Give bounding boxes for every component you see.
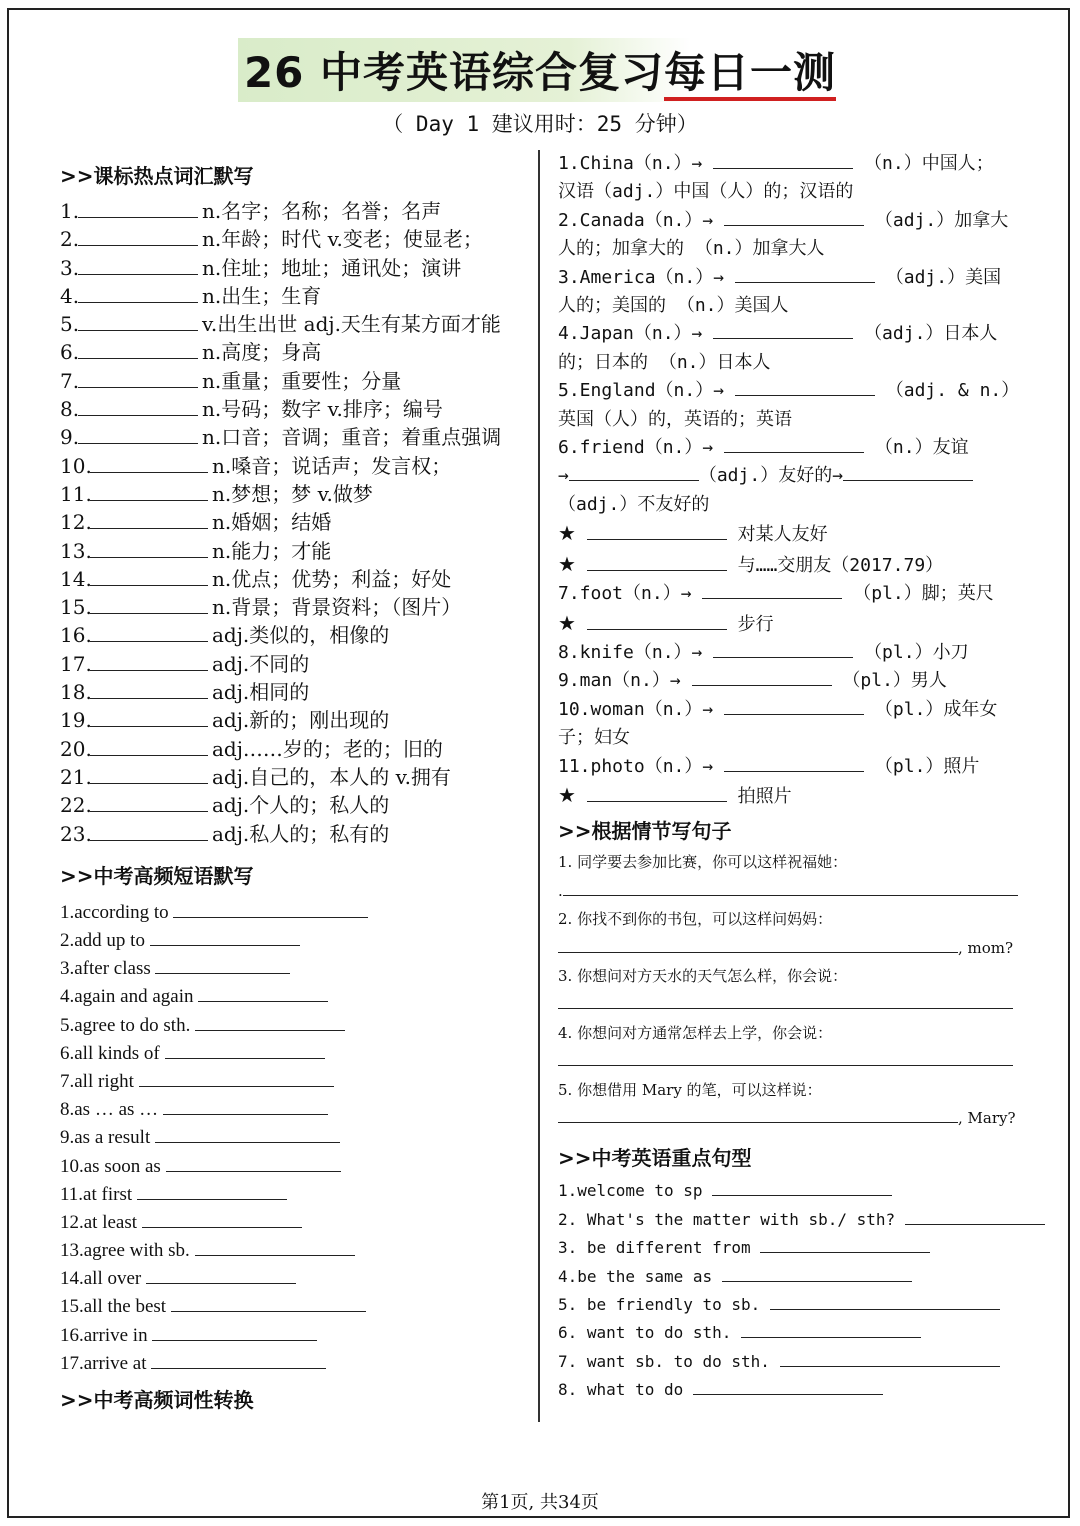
phrase-text: 16.arrive in — [60, 1324, 148, 1346]
star-icon: ★ — [558, 610, 576, 635]
vocab-row — [60, 195, 530, 223]
conversion-word: 3.America（n.）→ — [558, 266, 725, 288]
vocab-answer-blank[interactable] — [90, 735, 208, 756]
conversion-row — [558, 150, 1058, 178]
conversion-word: 10.woman（n.）→ — [558, 698, 714, 720]
vocab-number: 16. — [60, 623, 92, 648]
star-icon: ★ — [558, 521, 576, 546]
vocab-row — [60, 336, 530, 364]
conversion-answer-blank[interactable] — [587, 521, 727, 540]
phrase-answer-blank[interactable] — [198, 983, 328, 1002]
conversion-meaning: （adj.）加拿大 — [874, 209, 1009, 231]
worksheet-subtitle: （ Day 1 建议用时：25 分钟） — [382, 112, 698, 136]
key-pattern-row — [558, 1376, 1058, 1404]
vocab-row — [60, 818, 530, 846]
vocab-definition: n.口音；音调；重音；着重点强调 — [202, 425, 502, 450]
conversion-row — [558, 320, 1058, 348]
conversion-meaning: （adj. & n.） — [885, 380, 1020, 402]
conversion-row — [558, 781, 1058, 811]
vocab-number: 20. — [60, 736, 92, 761]
conversion-text: 子；妇女 — [558, 727, 630, 749]
sentence-answer-row — [558, 877, 1058, 905]
conversion-row — [558, 550, 1058, 580]
vocab-row — [60, 393, 530, 421]
phrase-row — [60, 1181, 530, 1209]
conversion-text: 的；日本的 （n.）日本人 — [558, 351, 771, 373]
sentence-tail: , mom? — [958, 938, 1014, 957]
conversion-text: （adj.）不友好的 — [558, 493, 710, 515]
conversion-row — [558, 519, 1058, 549]
conversion-row — [558, 406, 1058, 434]
key-pattern-blank[interactable] — [760, 1236, 930, 1253]
vocab-definition: n.年龄；时代 v.变老；使显老； — [202, 227, 483, 252]
sentence-answer-row — [558, 990, 1058, 1018]
key-pattern-row — [558, 1291, 1058, 1319]
vocab-row — [60, 733, 530, 761]
key-pattern-blank[interactable] — [722, 1265, 912, 1282]
vocab-definition: adj……岁的；老的；旧的 — [212, 736, 443, 761]
conversion-heading: >>中考高频词性转换 — [60, 1388, 254, 1413]
vocab-answer-blank[interactable] — [78, 310, 198, 331]
vocab-row — [60, 761, 530, 789]
vocab-definition: n.嗓音；说话声；发言权； — [212, 453, 452, 478]
vocab-row — [60, 535, 530, 563]
conversion-answer-blank[interactable] — [702, 580, 842, 599]
conversion-list — [558, 150, 1058, 811]
phrase-row — [60, 1096, 530, 1124]
phrase-row — [60, 1293, 530, 1321]
conversion-meaning: （pl.）脚；英尺 — [853, 583, 994, 605]
conversion-row — [558, 292, 1058, 320]
arrow-text: → — [558, 465, 569, 487]
vocab-number: 13. — [60, 538, 92, 563]
conversion-row — [558, 178, 1058, 206]
sentence-list — [558, 848, 1058, 1132]
conversion-answer-blank[interactable] — [735, 264, 875, 283]
vocab-number: 11. — [60, 481, 92, 506]
key-pattern-row — [558, 1177, 1058, 1205]
conversion-row — [558, 235, 1058, 263]
vocab-definition: adj.个人的；私人的 — [212, 793, 390, 818]
conversion-text: 人的；加拿大的 （n.）加拿大人 — [558, 238, 825, 260]
vocab-number: 6. — [60, 340, 80, 365]
sentence-heading: >>根据情节写句子 — [558, 819, 732, 844]
phrase-answer-blank[interactable] — [137, 1181, 287, 1200]
conversion-answer-blank[interactable] — [724, 696, 864, 715]
phrase-text: 10.as soon as — [60, 1155, 161, 1177]
phrase-row — [60, 1350, 530, 1378]
vocab-answer-blank[interactable] — [78, 254, 198, 275]
vocab-definition: n.住址；地址；通讯处；演讲 — [202, 255, 462, 280]
conversion-word: 1.China（n.）→ — [558, 153, 703, 174]
conversion-meaning: 与……交朋友（2017.79） — [737, 554, 944, 576]
vocab-number: 3. — [60, 255, 80, 280]
key-pattern-blank[interactable] — [712, 1179, 892, 1196]
vocab-row — [60, 252, 530, 280]
phrase-text: 5.agree to do sth. — [60, 1014, 191, 1036]
phrase-row — [60, 1265, 530, 1293]
conversion-text: 英国（人）的，英语的；英语 — [558, 408, 792, 430]
sentence-question: 1. 同学要去参加比赛，你可以这样祝福她： — [558, 853, 848, 872]
vocab-number: 1. — [60, 199, 80, 223]
phrase-row — [60, 1209, 530, 1237]
conversion-row — [558, 462, 1058, 490]
phrase-text: 4.again and again — [60, 986, 194, 1008]
phrase-row — [60, 899, 530, 927]
vocab-definition: n.婚姻；结婚 — [212, 510, 332, 535]
conversion-row — [558, 753, 1058, 781]
conversion-word: 7.foot（n.）→ — [558, 583, 692, 605]
vocab-number: 19. — [60, 708, 92, 733]
vocab-row — [60, 280, 530, 308]
phrase-row — [60, 1322, 530, 1350]
phrase-row — [60, 1153, 530, 1181]
conversion-answer-blank[interactable] — [843, 462, 973, 481]
vocab-row — [60, 704, 530, 732]
phrase-answer-blank[interactable] — [142, 1209, 302, 1228]
title-underlined: 每日一测 — [664, 48, 836, 101]
vocab-row — [60, 619, 530, 647]
conversion-text: 人的；美国的 （n.）美国人 — [558, 295, 789, 317]
sentence-answer-line[interactable] — [558, 1104, 958, 1123]
vocab-definition: n.能力；才能 — [212, 538, 332, 563]
sentence-question: 2. 你找不到你的书包，可以这样问妈妈： — [558, 910, 833, 929]
sentence-lead: . — [558, 881, 563, 900]
vocab-definition: n.梦想；梦 v.做梦 — [212, 481, 373, 506]
vocab-answer-blank[interactable] — [90, 508, 208, 529]
key-pattern-blank[interactable] — [741, 1321, 921, 1338]
phrase-row — [60, 927, 530, 955]
phrase-answer-blank[interactable] — [195, 1237, 355, 1256]
phrase-answer-blank[interactable] — [150, 927, 300, 946]
key-pattern-text: 3. be different from — [558, 1238, 751, 1258]
vocab-row — [60, 478, 530, 506]
conversion-word: 9.man（n.）→ — [558, 670, 681, 692]
phrase-row — [60, 1040, 530, 1068]
phrase-answer-blank[interactable] — [151, 1350, 326, 1369]
vocab-row — [60, 421, 530, 449]
vocab-answer-blank[interactable] — [90, 791, 208, 812]
key-pattern-text: 7. want sb. to do sth. — [558, 1351, 770, 1371]
sentence-answer-row — [558, 1104, 1058, 1132]
worksheet-title — [0, 38, 1080, 102]
page-footer: 第1页, 共34页 — [481, 1492, 599, 1513]
conversion-answer-blank[interactable] — [724, 434, 864, 453]
conversion-word: 11.photo（n.）→ — [558, 755, 714, 777]
vocab-heading: >>课标热点词汇默写 — [60, 164, 254, 188]
conversion-word: 4.Japan（n.）→ — [558, 323, 703, 345]
conversion-meaning: （pl.）照片 — [874, 755, 980, 777]
phrase-answer-blank[interactable] — [155, 955, 290, 974]
conversion-meaning: （n.）友谊 — [874, 437, 969, 459]
vocab-definition: adj.新的；刚出现的 — [212, 708, 390, 733]
column-divider — [538, 150, 540, 1422]
conversion-answer-blank[interactable] — [587, 552, 727, 571]
vocab-answer-blank[interactable] — [78, 338, 198, 359]
vocab-number: 9. — [60, 425, 80, 450]
conversion-meaning: （adj.）美国 — [885, 266, 1002, 288]
vocab-answer-blank[interactable] — [90, 480, 208, 501]
vocab-row — [60, 223, 530, 251]
vocab-definition: adj.私人的；私有的 — [212, 821, 390, 846]
phrase-answer-blank[interactable] — [155, 1124, 340, 1143]
vocab-definition: n.名字；名称；名誉；名声 — [202, 199, 442, 223]
phrase-text: 6.all kinds of — [60, 1042, 160, 1064]
phrase-answer-blank[interactable] — [171, 1293, 366, 1312]
phrase-list — [60, 899, 530, 1378]
vocab-list — [60, 195, 530, 846]
key-pattern-text: 8. what to do — [558, 1380, 684, 1400]
key-pattern-blank[interactable] — [770, 1293, 1000, 1310]
key-pattern-text: 6. want to do sth. — [558, 1323, 732, 1343]
key-pattern-text: 1.welcome to sp — [558, 1181, 703, 1201]
sentence-answer-line[interactable] — [558, 990, 1013, 1009]
conversion-answer-blank[interactable] — [713, 320, 853, 339]
vocab-answer-blank[interactable] — [90, 452, 208, 473]
vocab-answer-blank[interactable] — [78, 225, 198, 246]
phrase-text: 13.agree with sb. — [60, 1240, 190, 1262]
vocab-answer-blank[interactable] — [90, 650, 208, 671]
star-icon: ★ — [558, 782, 576, 807]
vocab-definition: adj.相同的 — [212, 680, 310, 705]
key-pattern-blank[interactable] — [905, 1208, 1045, 1225]
conversion-row — [558, 724, 1058, 752]
vocab-number: 2. — [60, 227, 80, 252]
phrase-text: 1.according to — [60, 901, 169, 923]
vocab-answer-blank[interactable] — [90, 537, 208, 558]
phrase-text: 3.after class — [60, 958, 151, 980]
vocab-number: 7. — [60, 368, 80, 393]
vocab-definition: n.高度；身高 — [202, 340, 322, 365]
phrase-text: 2.add up to — [60, 930, 145, 952]
conversion-meaning: 拍照片 — [737, 785, 792, 807]
left-column — [60, 160, 530, 1413]
vocab-answer-blank[interactable] — [90, 763, 208, 784]
sentence-question: 5. 你想借用 Mary 的笔，可以这样说： — [558, 1080, 822, 1099]
vocab-number: 10. — [60, 453, 92, 478]
vocab-answer-blank[interactable] — [78, 282, 198, 303]
phrase-row — [60, 1237, 530, 1265]
vocab-answer-blank[interactable] — [90, 820, 208, 841]
conversion-word: 5.England（n.）→ — [558, 380, 725, 402]
phrase-text: 15.all the best — [60, 1296, 167, 1318]
conversion-row — [558, 580, 1058, 608]
phrase-row — [60, 1012, 530, 1040]
key-pattern-list — [558, 1177, 1058, 1404]
phrase-row — [60, 1068, 530, 1096]
phrase-answer-blank[interactable] — [146, 1265, 296, 1284]
phrase-answer-blank[interactable] — [173, 899, 368, 918]
conversion-word: 2.Canada（n.）→ — [558, 209, 714, 231]
conversion-answer-blank[interactable] — [587, 783, 727, 802]
conversion-meaning: （pl.）小刀 — [864, 641, 969, 663]
conversion-meaning: （adj.）日本人 — [864, 323, 998, 345]
key-pattern-blank[interactable] — [693, 1378, 883, 1395]
vocab-definition: adj.类似的，相像的 — [212, 623, 390, 648]
key-pattern-row — [558, 1206, 1058, 1234]
phrase-answer-blank[interactable] — [139, 1068, 334, 1087]
conversion-row — [558, 491, 1058, 519]
vocab-answer-blank[interactable] — [78, 423, 198, 444]
conversion-answer-blank[interactable] — [735, 377, 875, 396]
phrase-answer-blank[interactable] — [195, 1012, 345, 1031]
sentence-question: 3. 你想问对方天水的天气怎么样，你会说： — [558, 966, 848, 985]
phrase-row — [60, 983, 530, 1011]
phrase-heading: >>中考高频短语默写 — [60, 863, 254, 888]
conversion-meaning: （pl.）男人 — [842, 670, 947, 692]
vocab-row — [60, 308, 530, 336]
conversion-answer-blank[interactable] — [713, 639, 853, 658]
title-main: 26 中考英语综合复习 — [243, 48, 665, 97]
vocab-answer-blank[interactable] — [78, 395, 198, 416]
vocab-row — [60, 563, 530, 591]
conversion-word: 6.friend（n.）→ — [558, 437, 714, 459]
vocab-answer-blank[interactable] — [78, 197, 198, 218]
conversion-row — [558, 434, 1058, 462]
key-pattern-row — [558, 1319, 1058, 1347]
vocab-answer-blank[interactable] — [90, 593, 208, 614]
conversion-meaning: （n.）中国人； — [864, 153, 994, 174]
phrase-row — [60, 1124, 530, 1152]
phrase-text: 9.as a result — [60, 1127, 151, 1149]
vocab-definition: v.出生出世 adj.天生有某方面才能 — [202, 312, 501, 337]
conversion-row — [558, 349, 1058, 377]
vocab-definition: n.优点；优势；利益；好处 — [212, 566, 452, 591]
vocab-row — [60, 676, 530, 704]
conversion-meaning: 步行 — [737, 613, 774, 635]
phrase-answer-blank[interactable] — [163, 1096, 328, 1115]
phrase-text: 14.all over — [60, 1268, 142, 1290]
conversion-answer-blank[interactable] — [713, 150, 853, 169]
phrase-answer-blank[interactable] — [165, 1040, 325, 1059]
vocab-definition: n.重量；重要性；分量 — [202, 368, 402, 393]
vocab-number: 22. — [60, 793, 92, 818]
vocab-number: 4. — [60, 283, 80, 308]
phrase-text: 11.at first — [60, 1183, 133, 1205]
conversion-answer-blank[interactable] — [724, 753, 864, 772]
phrase-text: 12.at least — [60, 1211, 138, 1233]
phrase-answer-blank[interactable] — [166, 1153, 341, 1172]
key-pattern-row — [558, 1348, 1058, 1376]
conversion-text: 汉语（adj.）中国（人）的；汉语的 — [558, 181, 854, 203]
right-column — [558, 150, 1058, 1405]
vocab-answer-blank[interactable] — [90, 706, 208, 727]
conversion-row — [558, 264, 1058, 292]
key-pattern-text: 2. What's the matter with sb./ sth? — [558, 1209, 896, 1229]
conversion-meaning: 对某人友好 — [737, 524, 828, 546]
vocab-row — [60, 450, 530, 478]
vocab-definition: adj.自己的，本人的 v.拥有 — [212, 764, 451, 789]
vocab-answer-blank[interactable] — [90, 678, 208, 699]
conversion-row — [558, 207, 1058, 235]
conversion-answer-blank[interactable] — [692, 667, 832, 686]
conversion-answer-blank[interactable] — [569, 462, 699, 481]
conversion-row — [558, 639, 1058, 667]
vocab-number: 23. — [60, 821, 92, 846]
vocab-row — [60, 365, 530, 393]
conversion-row — [558, 667, 1058, 695]
conversion-row — [558, 377, 1058, 405]
key-pattern-row — [558, 1263, 1058, 1291]
conversion-word: 8.knife（n.）→ — [558, 641, 703, 663]
sentence-answer-row — [558, 934, 1058, 962]
phrase-text: 17.arrive at — [60, 1352, 147, 1374]
sentence-question: 4. 你想问对方通常怎样去上学，你会说： — [558, 1023, 833, 1042]
vocab-row — [60, 789, 530, 817]
key-pattern-text: 4.be the same as — [558, 1266, 713, 1286]
conversion-meaning: （pl.）成年女 — [874, 698, 998, 720]
phrase-text: 7.all right — [60, 1070, 134, 1092]
vocab-definition: n.背景；背景资料；（图片） — [212, 595, 462, 620]
vocab-number: 17. — [60, 651, 92, 676]
vocab-number: 8. — [60, 397, 80, 422]
vocab-row — [60, 648, 530, 676]
vocab-row — [60, 506, 530, 534]
star-icon: ★ — [558, 551, 576, 576]
vocab-number: 5. — [60, 312, 80, 337]
vocab-definition: adj.不同的 — [212, 651, 310, 676]
conversion-answer-blank[interactable] — [587, 611, 727, 630]
sentence-answer-row — [558, 1047, 1058, 1075]
sentence-tail: , Mary? — [958, 1109, 1016, 1127]
vocab-number: 12. — [60, 510, 92, 535]
vocab-answer-blank[interactable] — [90, 621, 208, 642]
sentence-answer-line[interactable] — [558, 934, 958, 953]
vocab-answer-blank[interactable] — [78, 367, 198, 388]
vocab-number: 21. — [60, 764, 92, 789]
key-heading: >>中考英语重点句型 — [558, 1146, 752, 1171]
conversion-row — [558, 609, 1058, 639]
key-pattern-row — [558, 1234, 1058, 1262]
key-pattern-blank[interactable] — [780, 1350, 1000, 1367]
sentence-answer-line[interactable] — [563, 877, 1018, 896]
vocab-number: 14. — [60, 566, 92, 591]
vocab-definition: n.号码；数字 v.排序；编号 — [202, 397, 443, 422]
conversion-row — [558, 696, 1058, 724]
sentence-answer-line[interactable] — [558, 1047, 1013, 1066]
vocab-row — [60, 591, 530, 619]
phrase-answer-blank[interactable] — [152, 1322, 317, 1341]
vocab-number: 18. — [60, 680, 92, 705]
conversion-answer-blank[interactable] — [724, 207, 864, 226]
vocab-number: 15. — [60, 595, 92, 620]
phrase-row — [60, 955, 530, 983]
conversion-meaning: （adj.）友好的→ — [698, 465, 844, 487]
key-pattern-text: 5. be friendly to sb. — [558, 1295, 761, 1315]
vocab-definition: n.出生；生育 — [202, 283, 322, 308]
phrase-text: 8.as … as … — [60, 1099, 159, 1121]
vocab-answer-blank[interactable] — [90, 565, 208, 586]
